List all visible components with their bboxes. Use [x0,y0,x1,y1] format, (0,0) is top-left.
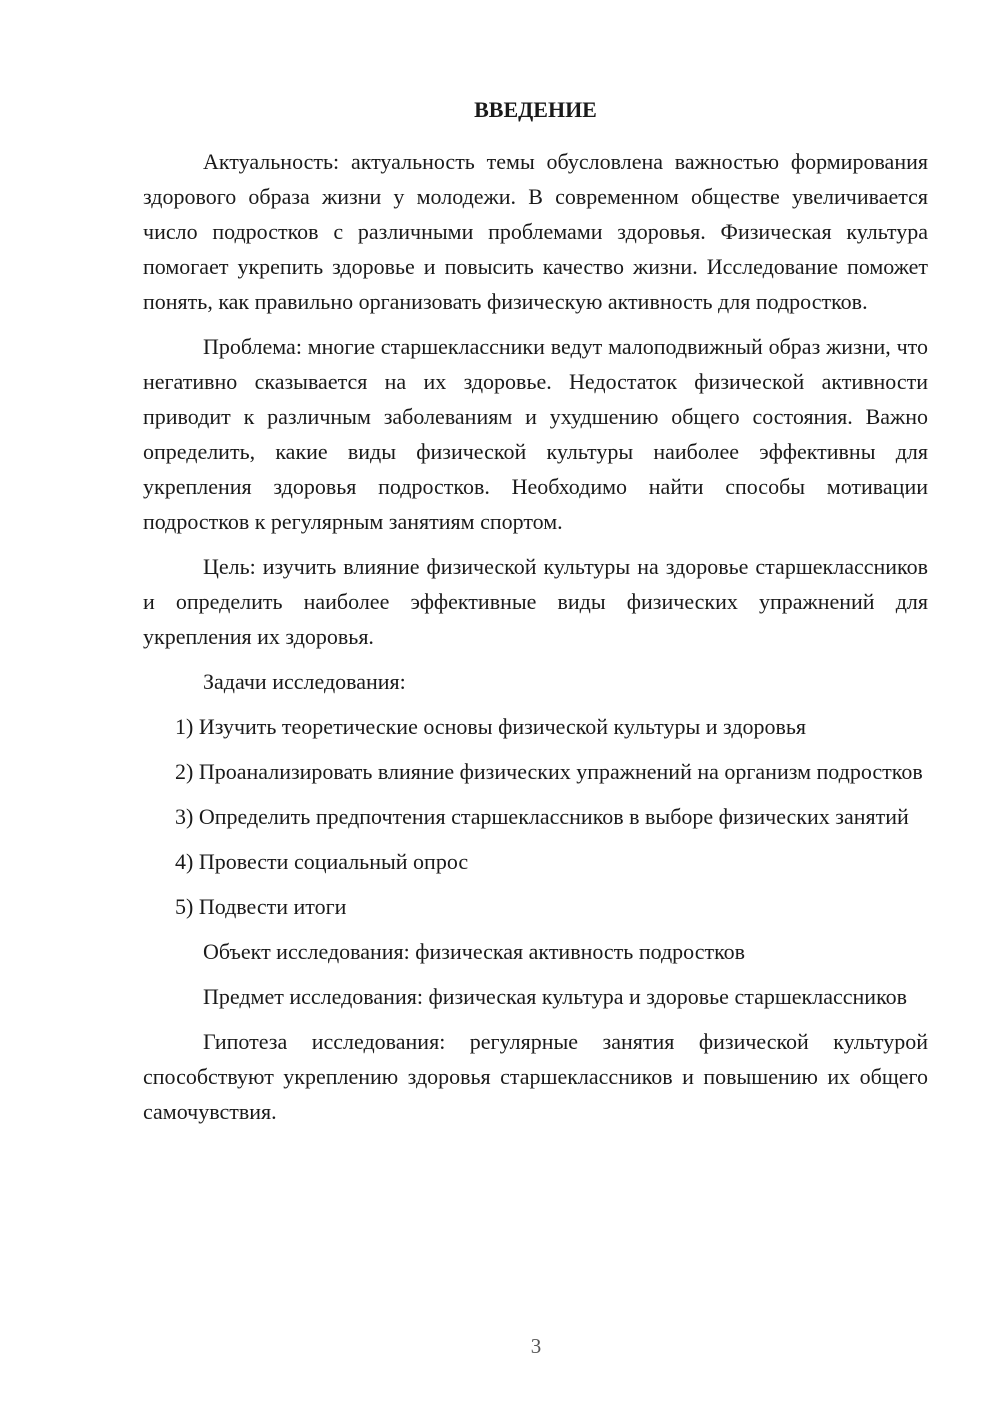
object-paragraph: Объект исследования: физическая активность подростков [203,939,746,964]
subject-paragraph: Предмет исследования: физическая культура и здоровье старшеклассников [203,984,908,1009]
tasks-heading: Задачи исследования: [203,669,406,694]
task-item-3: 3) Определить предпочтения старшеклассников в выборе физических занятий [175,804,909,829]
page-number: 3 [530,1334,542,1358]
relevance-paragraph: Актуальность: актуальность темы обусловлена важностью формирования здорового образа жизни у молодежи. В современном обществе увеличивается число подростков с различными проблемами здоровья. Физическая культура помогает укрепить здоровье и повысить качество жизни. Исследование поможет понять, как правильно организовать физическую активность для подростков. [143,149,928,314]
task-item-4: 4) Провести социальный опрос [175,849,469,874]
page-content [143,92,928,1139]
problem-paragraph: Проблема: многие старшеклассники ведут малоподвижный образ жизни, что негативно сказывается на их здоровье. Недостаток физической активности приводит к различным заболеваниям и ухудшению общего состояния. Важно определить, какие виды физической культуры наиболее эффективны для укрепления здоровья подростков. Необходимо найти способы мотивации подростков к регулярным занятиям спортом. [143,334,928,534]
task-item-2: 2) Проанализировать влияние физических упражнений на организм подростков [175,759,923,784]
hypothesis-paragraph: Гипотеза исследования: регулярные занятия физической культурой способствуют укреплению здоровья старшеклассников и повышению их общего самочувствия. [143,1029,928,1124]
goal-paragraph: Цель: изучить влияние физической культуры на здоровье старшеклассников и определить наиболее эффективные виды физических упражнений для укрепления их здоровья. [143,554,928,649]
task-item-1: 1) Изучить теоретические основы физической культуры и здоровья [175,714,807,739]
task-item-5: 5) Подвести итоги [175,894,347,919]
section-title: ВВЕДЕНИЕ [474,97,597,122]
